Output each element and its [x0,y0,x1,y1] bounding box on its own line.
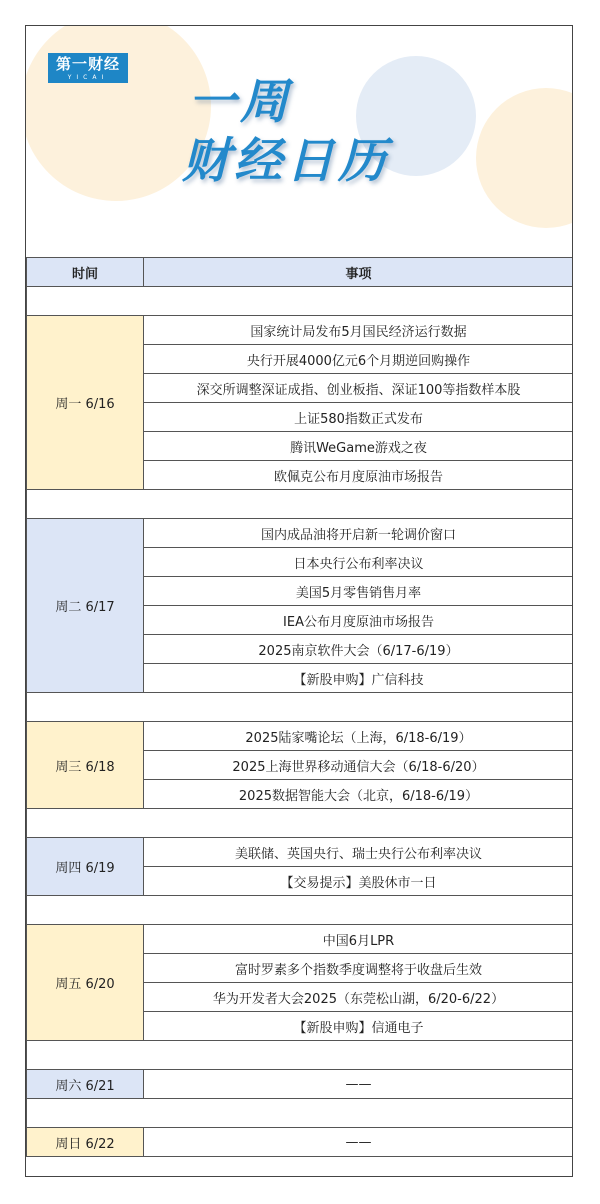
logo-sub-text: YICAI [67,74,109,81]
spacer-row [27,1099,574,1128]
event-cell: 深交所调整深证成指、创业板指、深证100等指数样本股 [144,374,574,403]
table-header-row [27,258,574,287]
event-cell: 国家统计局发布5月国民经济运行数据 [144,316,574,345]
table-row [27,316,574,345]
event-cell: 2025南京软件大会（6/17-6/19） [144,635,574,664]
event-cell: 华为开发者大会2025（东莞松山湖，6/20-6/22） [144,983,574,1012]
day-cell: 周一 6/16 [27,316,144,490]
day-cell: 周日 6/22 [27,1128,144,1157]
spacer-row [27,490,574,519]
day-cell: 周三 6/18 [27,722,144,809]
table-row [27,1070,574,1099]
event-cell: 2025上海世界移动通信大会（6/18-6/20） [144,751,574,780]
page-title-line2: 财经日历 [182,133,391,189]
event-cell: 富时罗素多个指数季度调整将于收盘后生效 [144,954,574,983]
event-cell: 美国5月零售销售月率 [144,577,574,606]
yicai-logo [48,53,128,83]
spacer-cell [27,1099,574,1128]
spacer-cell [27,896,574,925]
spacer-cell [27,490,574,519]
event-cell: 2025陆家嘴论坛（上海，6/18-6/19） [144,722,574,751]
event-cell: 美联储、英国央行、瑞士央行公布利率决议 [144,838,574,867]
table-row [27,722,574,751]
event-cell: 中国6月LPR [144,925,574,954]
event-cell: IEA公布月度原油市场报告 [144,606,574,635]
decor-circle-right [476,88,573,228]
header-banner [26,26,573,257]
spacer-cell [27,809,574,838]
event-cell: —— [144,1128,574,1157]
event-cell: 日本央行公布利率决议 [144,548,574,577]
table-row [27,1128,574,1157]
event-cell: 国内成品油将开启新一轮调价窗口 [144,519,574,548]
event-cell: 央行开展4000亿元6个月期逆回购操作 [144,345,574,374]
event-cell: —— [144,1070,574,1099]
event-cell: 【新股申购】信通电子 [144,1012,574,1041]
event-cell: 上证580指数正式发布 [144,403,574,432]
event-cell: 腾讯WeGame游戏之夜 [144,432,574,461]
event-cell: 2025数据智能大会（北京，6/18-6/19） [144,780,574,809]
page-title-line1: 一周 [188,74,293,130]
spacer-row [27,693,574,722]
table-row [27,519,574,548]
spacer-cell [27,1041,574,1070]
spacer-cell [27,693,574,722]
day-cell: 周五 6/20 [27,925,144,1041]
column-header-event: 事项 [144,258,574,287]
logo-main-text: 第一财经 [55,55,120,73]
table-row [27,925,574,954]
event-cell: 【交易提示】美股休市一日 [144,867,574,896]
spacer-row [27,809,574,838]
table-row [27,838,574,867]
spacer-row [27,1041,574,1070]
spacer-row [27,287,574,316]
calendar-table [26,257,573,1157]
event-cell: 欧佩克公布月度原油市场报告 [144,461,574,490]
day-cell: 周四 6/19 [27,838,144,896]
spacer-row [27,896,574,925]
column-header-time: 时间 [27,258,144,287]
calendar-poster [25,25,573,1177]
spacer-cell [27,287,574,316]
event-cell: 【新股申购】广信科技 [144,664,574,693]
day-cell: 周六 6/21 [27,1070,144,1099]
day-cell: 周二 6/17 [27,519,144,693]
